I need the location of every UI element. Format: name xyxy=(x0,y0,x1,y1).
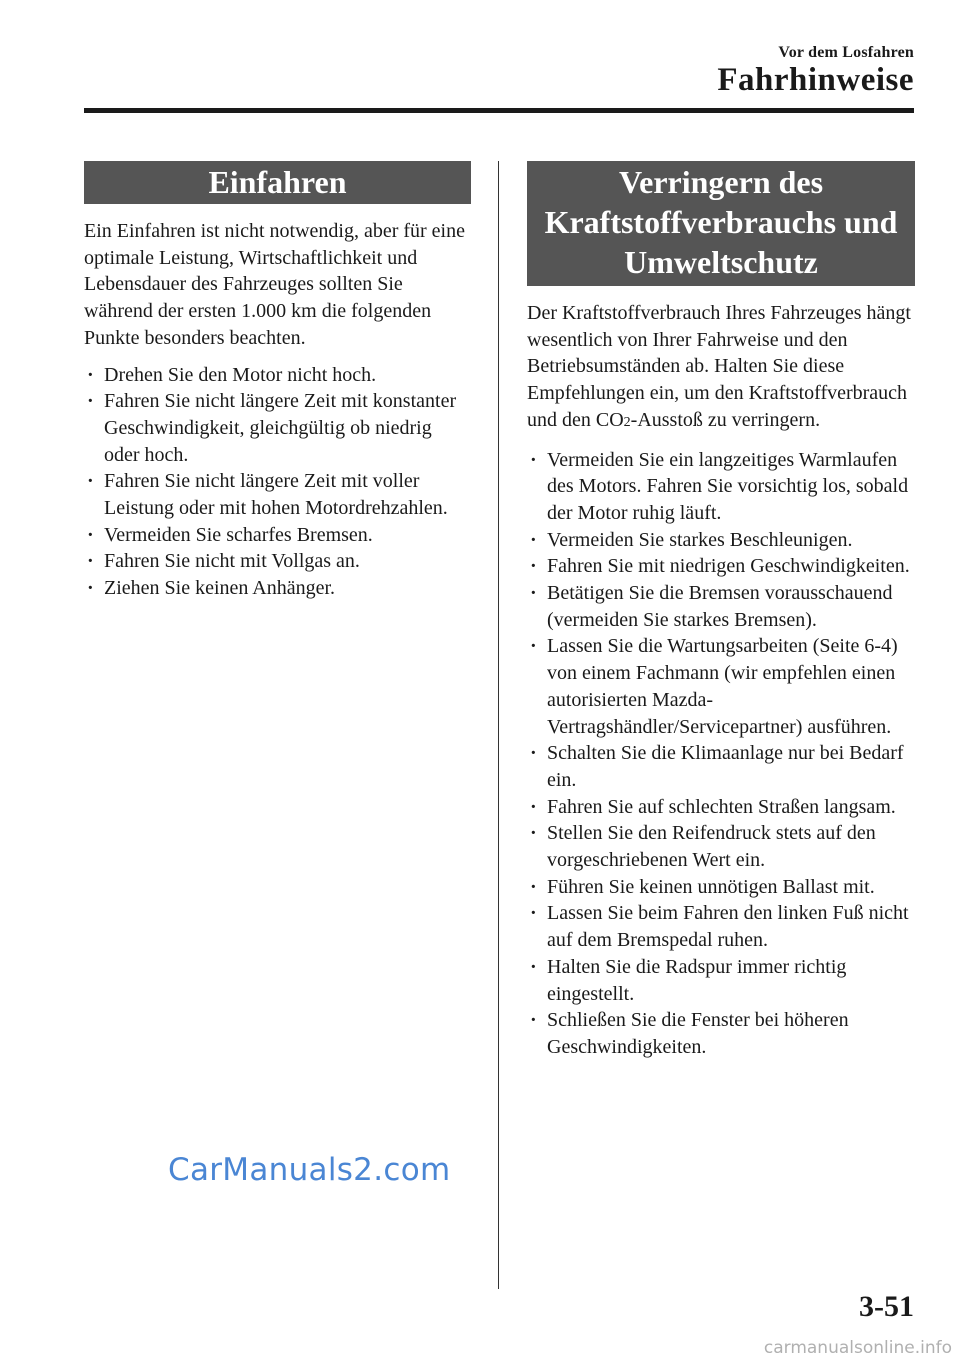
list-item: · Führen Sie keinen unnötigen Ballast mit. xyxy=(527,874,915,901)
list-item: · Vermeiden Sie scharfes Bremsen. xyxy=(84,522,471,549)
list-item: · Halten Sie die Radspur immer richtig eingestellt. xyxy=(527,954,915,1007)
heading-einfahren: Einfahren xyxy=(84,161,471,204)
list-item: · Fahren Sie mit niedrigen Geschwindigkeiten. xyxy=(527,553,915,580)
column-left xyxy=(84,161,471,602)
intro-paragraph-left: Ein Einfahren ist nicht notwendig, aber für eine optimale Leistung, Wirtschaftlichkeit und Lebensdauer des Fahrzeuges sollten Sie während der ersten 1.000 km die folgenden Punkte besonders beachten. xyxy=(84,220,465,349)
list-item: · Vermeiden Sie starkes Beschleunigen. xyxy=(527,527,915,554)
list-item: · Lassen Sie die Wartungsarbeiten (Seite 6-4) von einem Fachmann (wir empfehlen einen autorisierten Mazda-Vertragshändler/Servicepartner) ausführen. xyxy=(527,633,915,740)
header-chapter-title: Fahrhinweise xyxy=(717,62,914,98)
list-item: · Lassen Sie beim Fahren den linken Fuß nicht auf dem Bremspedal ruhen. xyxy=(527,900,915,953)
header-rule xyxy=(84,108,914,113)
column-divider xyxy=(498,161,499,1289)
header-section-label: Vor dem Losfahren xyxy=(778,44,914,61)
co2-subscript: 2 xyxy=(623,414,631,430)
watermark-logo: CarManuals2.com xyxy=(168,1152,451,1188)
list-item: · Schalten Sie die Klimaanlage nur bei Bedarf ein. xyxy=(527,740,915,793)
page-number: 3-51 xyxy=(859,1290,914,1323)
column-right xyxy=(527,161,915,1061)
intro-text-end: -Ausstoß zu verringern. xyxy=(630,408,821,431)
list-item: · Fahren Sie auf schlechten Straßen langsam. xyxy=(527,794,915,821)
list-item: · Ziehen Sie keinen Anhänger. xyxy=(84,575,471,602)
list-item: · Betätigen Sie die Bremsen vorausschauend (vermeiden Sie starkes Bremsen). xyxy=(527,580,915,633)
heading-kraftstoffverbrauch xyxy=(527,161,915,286)
footer-watermark: carmanualsonline.info xyxy=(763,1338,952,1358)
heading-line-2: Kraftstoffverbrauchs und xyxy=(544,204,898,240)
intro-paragraph-right xyxy=(527,300,915,437)
intro-text: Der Kraftstoffverbrauch Ihres Fahrzeuges hängt wesentlich von Ihrer Fahrweise und den Betriebsumständen ab. Halten Sie diese Empfehlungen ein, um den Kraftstoffverbrauch und den CO xyxy=(527,302,911,431)
bullet-list-right xyxy=(527,447,915,1061)
list-item: · Fahren Sie nicht längere Zeit mit konstanter Geschwindigkeit, gleichgültig ob niedrig oder hoch. xyxy=(84,388,471,468)
list-item: · Drehen Sie den Motor nicht hoch. xyxy=(84,362,471,389)
heading-line-3: Umweltschutz xyxy=(624,244,818,280)
list-item: · Stellen Sie den Reifendruck stets auf den vorgeschriebenen Wert ein. xyxy=(527,820,915,873)
list-item: · Vermeiden Sie ein langzeitiges Warmlaufen des Motors. Fahren Sie vorsichtig los, sobald der Motor ruhig läuft. xyxy=(527,447,915,527)
list-item: · Schließen Sie die Fenster bei höheren Geschwindigkeiten. xyxy=(527,1007,915,1060)
bullet-list-left xyxy=(84,362,471,602)
heading-line-1: Verringern des xyxy=(618,164,824,200)
list-item: · Fahren Sie nicht längere Zeit mit voller Leistung oder mit hohen Motordrehzahlen. xyxy=(84,468,471,521)
list-item: · Fahren Sie nicht mit Vollgas an. xyxy=(84,548,471,575)
